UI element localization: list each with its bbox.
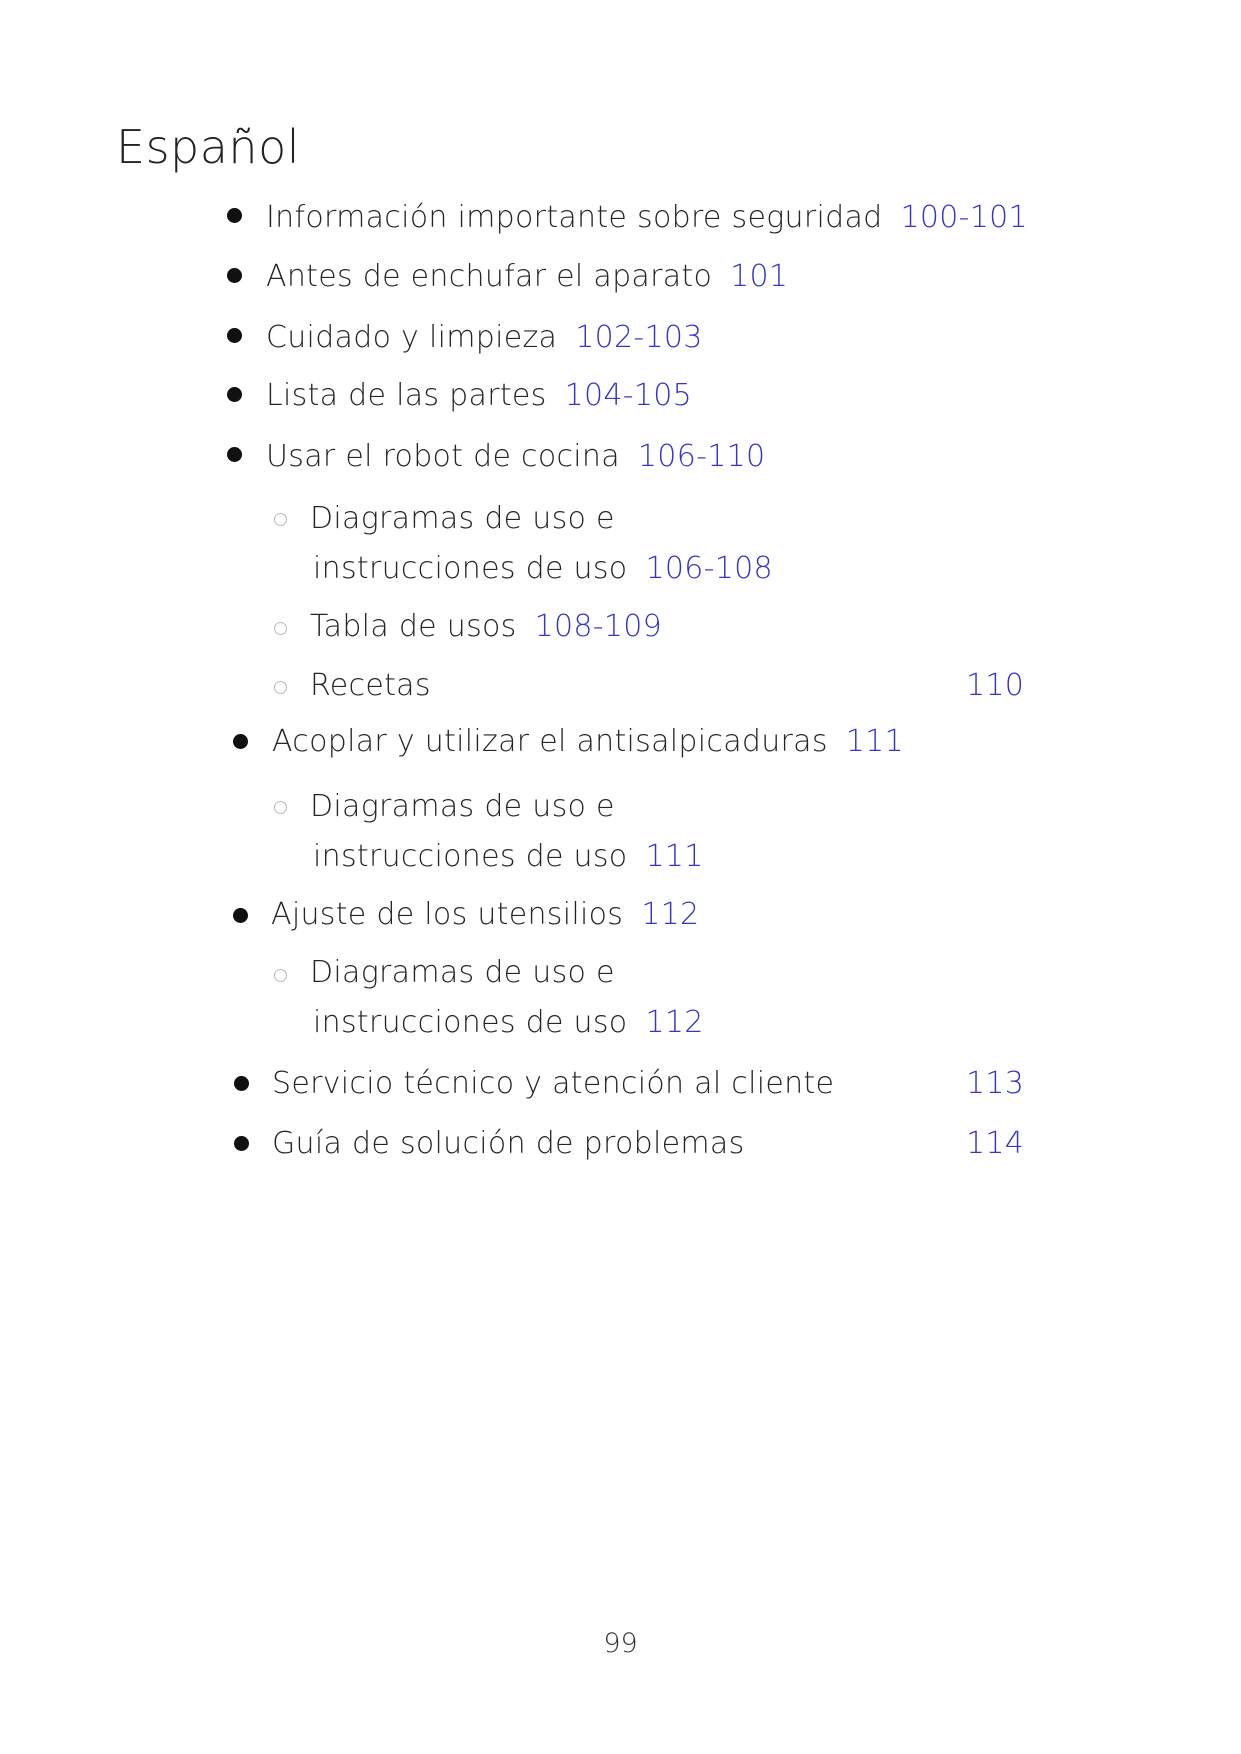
toc-subentry [310,609,663,644]
toc-entry [271,897,700,932]
toc-entry [266,320,703,355]
toc-page-link[interactable]: 112 [645,1005,704,1040]
toc-page-link[interactable]: 111 [845,724,904,759]
toc-entry-label: Tabla de usos [310,609,517,644]
toc-entry-label: instrucciones de uso [313,551,628,586]
toc-page-link[interactable]: 106-110 [637,439,766,474]
toc-entry-label: instrucciones de uso [313,839,628,874]
toc-entry-label: Diagramas de uso e [310,501,615,536]
toc-subentry [310,501,615,536]
toc-entry [266,378,693,413]
section-title: Español [116,120,300,174]
bullet-icon [233,734,248,749]
toc-entry [272,724,904,759]
toc-entry-label: Ajuste de los utensilios [271,897,624,932]
toc-entry [272,1066,835,1101]
bullet-icon [227,208,242,223]
toc-page-link[interactable]: 100-101 [900,200,1028,235]
toc-page-link[interactable]: 101 [730,259,789,294]
toc-entry-label: instrucciones de uso [313,1005,628,1040]
toc-page-link[interactable]: 108-109 [534,609,663,644]
toc-entry [266,200,1028,235]
bullet-icon [227,387,242,402]
sub-bullet-icon [274,681,287,694]
bullet-icon [233,908,248,923]
toc-page-link[interactable]: 113 [966,1066,1025,1101]
toc-page-link[interactable]: 110 [966,668,1025,703]
toc-entry-label: Lista de las partes [266,378,547,413]
toc-entry [266,259,789,294]
toc-entry-label: Recetas [310,668,431,703]
toc-entry [266,439,766,474]
toc-subentry [310,955,615,990]
toc-subentry [310,668,431,703]
sub-bullet-icon [274,622,287,635]
toc-page-link[interactable]: 112 [641,897,700,932]
bullet-icon [227,447,242,462]
toc-page-link[interactable]: 114 [966,1126,1025,1161]
toc-subentry-continuation [313,551,773,586]
bullet-icon [227,328,242,343]
toc-entry-label: Información importante sobre seguridad [266,200,883,235]
toc-entry-label: Diagramas de uso e [310,789,615,824]
toc-page-link[interactable]: 104-105 [564,378,693,413]
toc-entry-label: Acoplar y utilizar el antisalpicaduras [272,724,828,759]
toc-entry-label: Servicio técnico y atención al cliente [272,1066,835,1101]
toc-page-link[interactable]: 102-103 [575,320,703,355]
sub-bullet-icon [274,513,287,526]
toc-entry-label: Guía de solución de problemas [272,1126,745,1161]
toc-subentry-continuation [313,839,704,874]
bullet-icon [234,1076,249,1091]
toc-subentry-continuation [313,1005,704,1040]
toc-page-link[interactable]: 106-108 [645,551,773,586]
sub-bullet-icon [274,969,287,982]
toc-subentry [310,789,615,824]
bullet-icon [227,268,242,283]
toc-entry [272,1126,745,1161]
toc-entry-label: Diagramas de uso e [310,955,615,990]
sub-bullet-icon [274,801,287,814]
page-number: 99 [603,1628,638,1659]
toc-entry-label: Usar el robot de cocina [266,439,620,474]
toc-page-link[interactable]: 111 [645,839,704,874]
bullet-icon [234,1136,249,1151]
toc-entry-label: Antes de enchufar el aparato [266,259,713,294]
toc-entry-label: Cuidado y limpieza [266,320,558,355]
